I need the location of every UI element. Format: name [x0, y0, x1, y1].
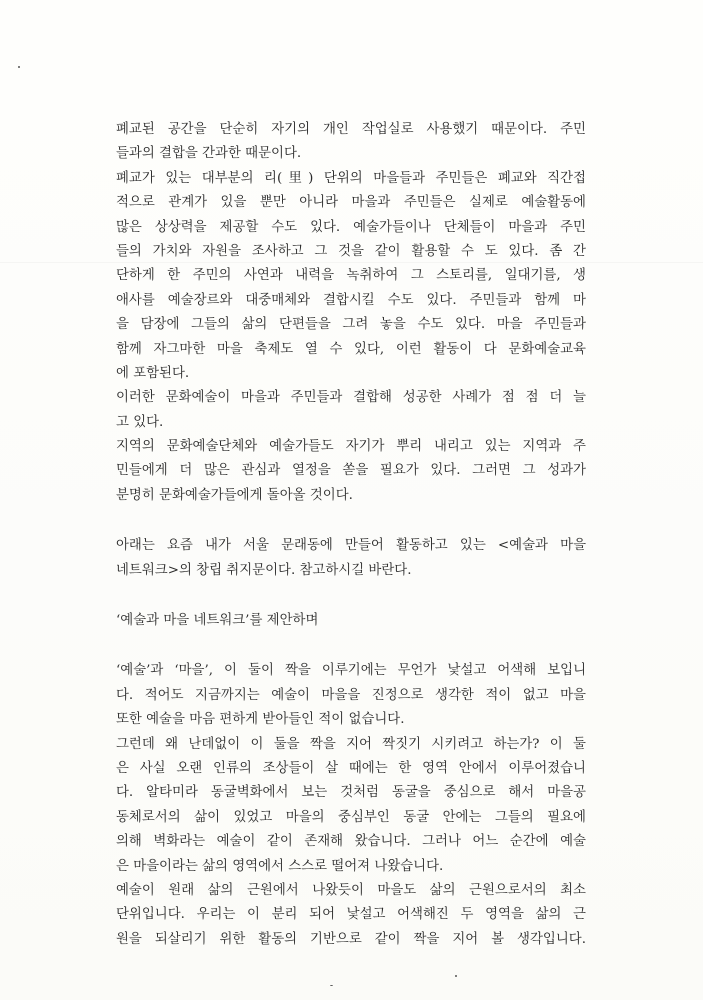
paragraph [116, 733, 586, 879]
paragraph [116, 167, 586, 387]
text-line: 많은 상상력을 제공할 수도 있다. 예술가들이나 단체들이 마을과 주민 [116, 219, 586, 235]
text-line: 다. 알타미라 동굴벽화에서 보는 것처럼 동굴을 중심으로 해서 마을공 [116, 785, 586, 801]
text-line: 단하게 한 주민의 사연과 내력을 녹취하여 그 스토리를, 일대기를, 생 [116, 268, 586, 284]
paragraph [116, 534, 586, 583]
text-line: 들과의 결합을 간과한 때문이다. [116, 146, 302, 162]
text-line: 다. 적어도 지금까지는 예술이 마을을 진정으로 생각한 적이 없고 마을 [116, 687, 586, 703]
text-line: 애사를 예술장르와 대중매체와 결합시킬 수도 있다. 주민들과 함께 마 [116, 292, 586, 308]
text-line: 분명히 문화예술가들에게 돌아올 것이다. [116, 487, 353, 503]
scan-speck [330, 985, 333, 986]
paragraph [116, 386, 586, 435]
text-line: 적으로 관계가 있을 뿐만 아니라 마을과 주민들은 실제로 예술활동에 [116, 195, 586, 211]
text-line: 동체로서의 삶이 있었고 마을의 중심부인 동굴 안에는 그들의 필요에 [116, 809, 586, 825]
text-line: 폐교된 공간을 단순히 자기의 개인 작업실로 사용했기 때문이다. 주민 [116, 122, 586, 137]
text-line: 폐교가 있는 대부분의 리(里) 단위의 마을들과 주민들은 폐교와 직간접 [116, 170, 586, 186]
text-line: 이러한 문화예술이 마을과 주민들과 결합해 성공한 사례가 점 점 더 늘 [116, 390, 586, 406]
text-line: 에 포함된다. [116, 365, 190, 381]
text-line: 그런데 왜 난데없이 이 둘을 짝을 지어 짝짓기 시키려고 하는가? 이 둘 [116, 736, 586, 752]
text-line: 원을 되살리기 위한 활동의 기반으로 같이 짝을 지어 볼 생각입니다. [116, 931, 586, 947]
text-line: ‘예술’과 ‘마을’, 이 둘이 짝을 이루기에는 무언가 낯설고 어색해 보입니 [116, 663, 586, 679]
text-line: 을 담장에 그들의 삶의 단편들을 그려 놓을 수도 있다. 마을 주민들과 [116, 317, 586, 333]
paragraph [116, 118, 586, 167]
text-line: 들의 가치와 자원을 조사하고 그 것을 같이 활용할 수 도 있다. 좀 간 [116, 243, 586, 259]
text-line: 고 있다. [116, 414, 164, 430]
document-body [116, 118, 586, 952]
text-line: 단위입니다. 우리는 이 분리 되어 낯설고 어색해진 두 영역을 삶의 근 [116, 907, 586, 923]
paragraph-gap [116, 508, 586, 534]
scan-speck [18, 66, 20, 68]
text-line: 아래는 요즘 내가 서울 문래동에 만들어 활동하고 있는 <예술과 마을 [116, 538, 586, 554]
text-line: 또한 예술을 마음 편하게 받아들인 적이 없습니다. [116, 712, 405, 728]
text-line: 은 사실 오랜 인류의 조상들이 살 때에는 한 영역 안에서 이루어졌습니 [116, 760, 586, 776]
text-line: 예술이 원래 삶의 근원에서 나왔듯이 마을도 삶의 근원으로서의 최소 [116, 882, 586, 898]
paragraph [116, 879, 586, 952]
text-line: 민들에게 더 많은 관심과 열정을 쏟을 필요가 있다. 그러면 그 성과가 [116, 463, 586, 479]
section-heading: ‘예술과 마을 네트워크’를 제안하며 [116, 613, 319, 629]
paragraph-gap [116, 633, 586, 659]
text-line: 지역의 문화예술단체와 예술가들도 자기가 뿌리 내리고 있는 지역과 주 [116, 439, 586, 455]
paragraph [116, 435, 586, 508]
paragraph [116, 659, 586, 732]
text-line: 의해 벽화라는 예술이 같이 존재해 왔습니다. 그러나 어느 순간에 예술 [116, 834, 586, 850]
scan-speck [455, 975, 457, 977]
text-line: 은 마을이라는 삶의 영역에서 스스로 떨어져 나왔습니다. [116, 858, 444, 874]
text-line: 네트워크>의 창립 취지문이다. 참고하시길 바란다. [116, 562, 412, 578]
paragraph-gap [116, 583, 586, 609]
text-line: 함께 자그마한 마을 축제도 열 수 있다, 이런 활동이 다 문화예술교육 [116, 341, 586, 357]
